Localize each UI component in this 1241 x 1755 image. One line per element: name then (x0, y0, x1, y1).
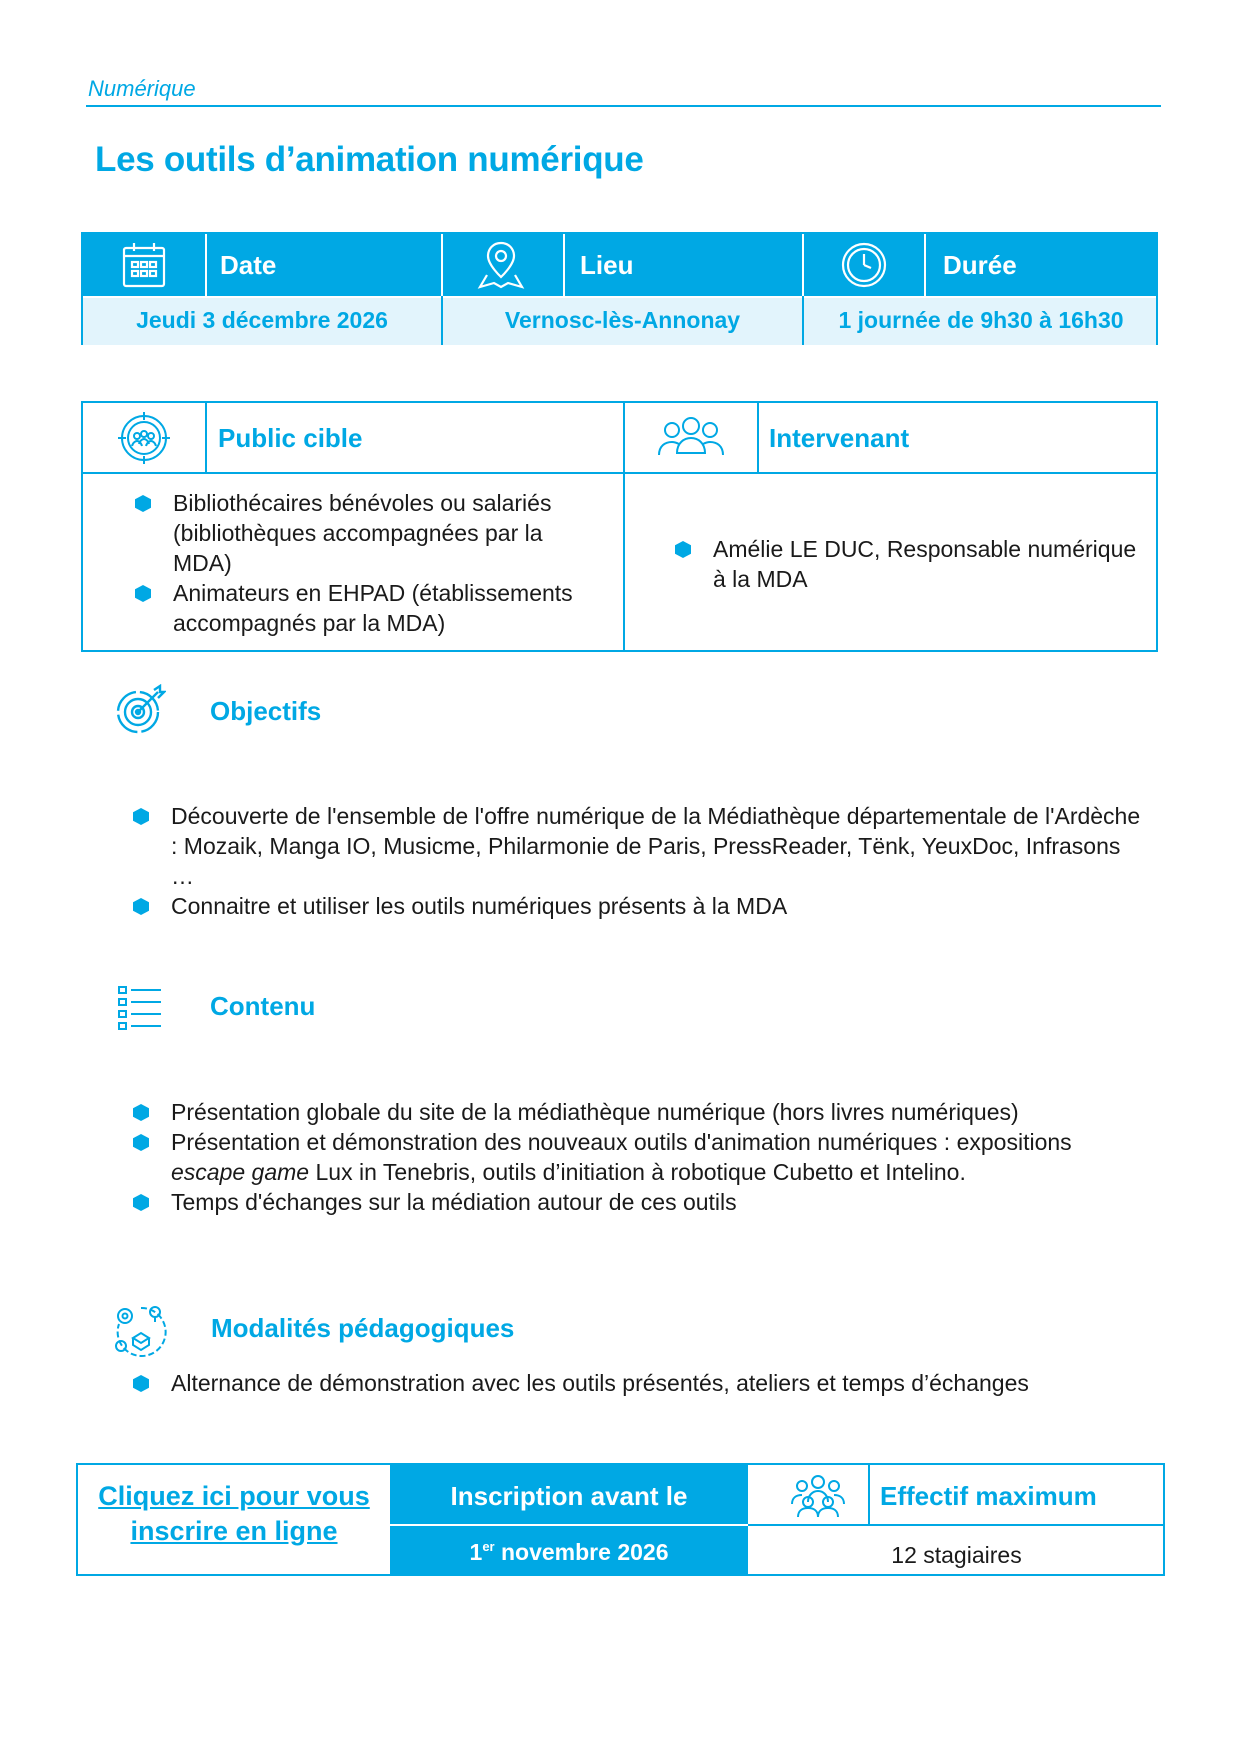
effectif-value: 12 stagiaires (891, 1542, 1022, 1568)
date-value: Jeudi 3 décembre 2026 (136, 307, 388, 333)
registration-table (76, 1463, 1165, 1576)
bullet-icon (675, 541, 691, 558)
duree-label: Durée (943, 250, 1017, 280)
info-table (81, 232, 1158, 345)
modalites-title: Modalités pédagogiques (211, 1313, 515, 1343)
target-icon (114, 684, 166, 736)
lieu-value: Vernosc-lès-Annonay (504, 307, 741, 333)
contenu-list (131, 1097, 1141, 1217)
location-pin-icon (477, 239, 525, 291)
duree-value: 1 journée de 9h30 à 16h30 (838, 307, 1124, 333)
list-item: Alternance de démonstration avec les outils présentés, ateliers et temps d’échanges (131, 1368, 1141, 1398)
list-item: Amélie LE DUC, Responsable numérique à la MDA (673, 534, 1143, 594)
bullet-icon (133, 1104, 149, 1121)
public-list (133, 488, 603, 638)
modalites-list (131, 1368, 1141, 1398)
group-icon (656, 411, 726, 463)
public-label: Public cible (218, 423, 363, 453)
intervenant-label: Intervenant (769, 423, 910, 453)
category-label: Numérique (88, 76, 196, 101)
date-label: Date (220, 250, 277, 280)
bullet-icon (133, 808, 149, 825)
bullet-icon (133, 1375, 149, 1392)
bullet-icon (133, 1134, 149, 1151)
list-item: Bibliothécaires bénévoles ou salariés (bibliothèques accompagnées par la MDA) (133, 488, 603, 578)
lieu-label: Lieu (580, 250, 634, 280)
list-item: Présentation globale du site de la médiathèque numérique (hors livres numériques) (131, 1097, 1141, 1127)
list-item: Temps d'échanges sur la médiation autour de ces outils (131, 1187, 1141, 1217)
pedagogy-gears-icon (111, 1302, 169, 1358)
calendar-icon (121, 240, 167, 290)
checklist-icon (117, 985, 163, 1031)
objectifs-title: Objectifs (210, 696, 322, 726)
inscription-deadline: 1er novembre 2026 (469, 1539, 669, 1565)
effectif-label: Effectif maximum (880, 1481, 1097, 1511)
list-item: Animateurs en EHPAD (établissements accompagnés par la MDA) (133, 578, 603, 638)
objectifs-list (131, 801, 1141, 921)
crowd-icon (788, 1472, 848, 1518)
register-online-link[interactable]: Cliquez ici pour vous inscrire en ligne (98, 1481, 370, 1546)
target-audience-icon (117, 411, 171, 465)
bullet-icon (135, 495, 151, 512)
audience-table (81, 401, 1158, 652)
bullet-icon (135, 585, 151, 602)
list-item: Présentation et démonstration des nouveaux outils d'animation numériques : expositions escape game Lux in Tenebris, outils d’initiation à robotique Cubetto et Intelino. (131, 1127, 1141, 1187)
contenu-title: Contenu (210, 991, 316, 1021)
bullet-icon (133, 1194, 149, 1211)
header-divider (86, 105, 1161, 107)
clock-icon (840, 241, 888, 289)
list-item: Connaitre et utiliser les outils numériques présents à la MDA (131, 891, 1141, 921)
bullet-icon (133, 898, 149, 915)
page-title: Les outils d’animation numérique (95, 140, 644, 179)
inscription-label: Inscription avant le (450, 1481, 688, 1511)
intervenant-list (673, 534, 1143, 594)
list-item: Découverte de l'ensemble de l'offre numérique de la Médiathèque départementale de l'Ardèche : Mozaik, Manga IO, Musicme, Philarmonie de Paris, PressReader, Tënk, YeuxDoc, Infrasons … (131, 801, 1141, 891)
